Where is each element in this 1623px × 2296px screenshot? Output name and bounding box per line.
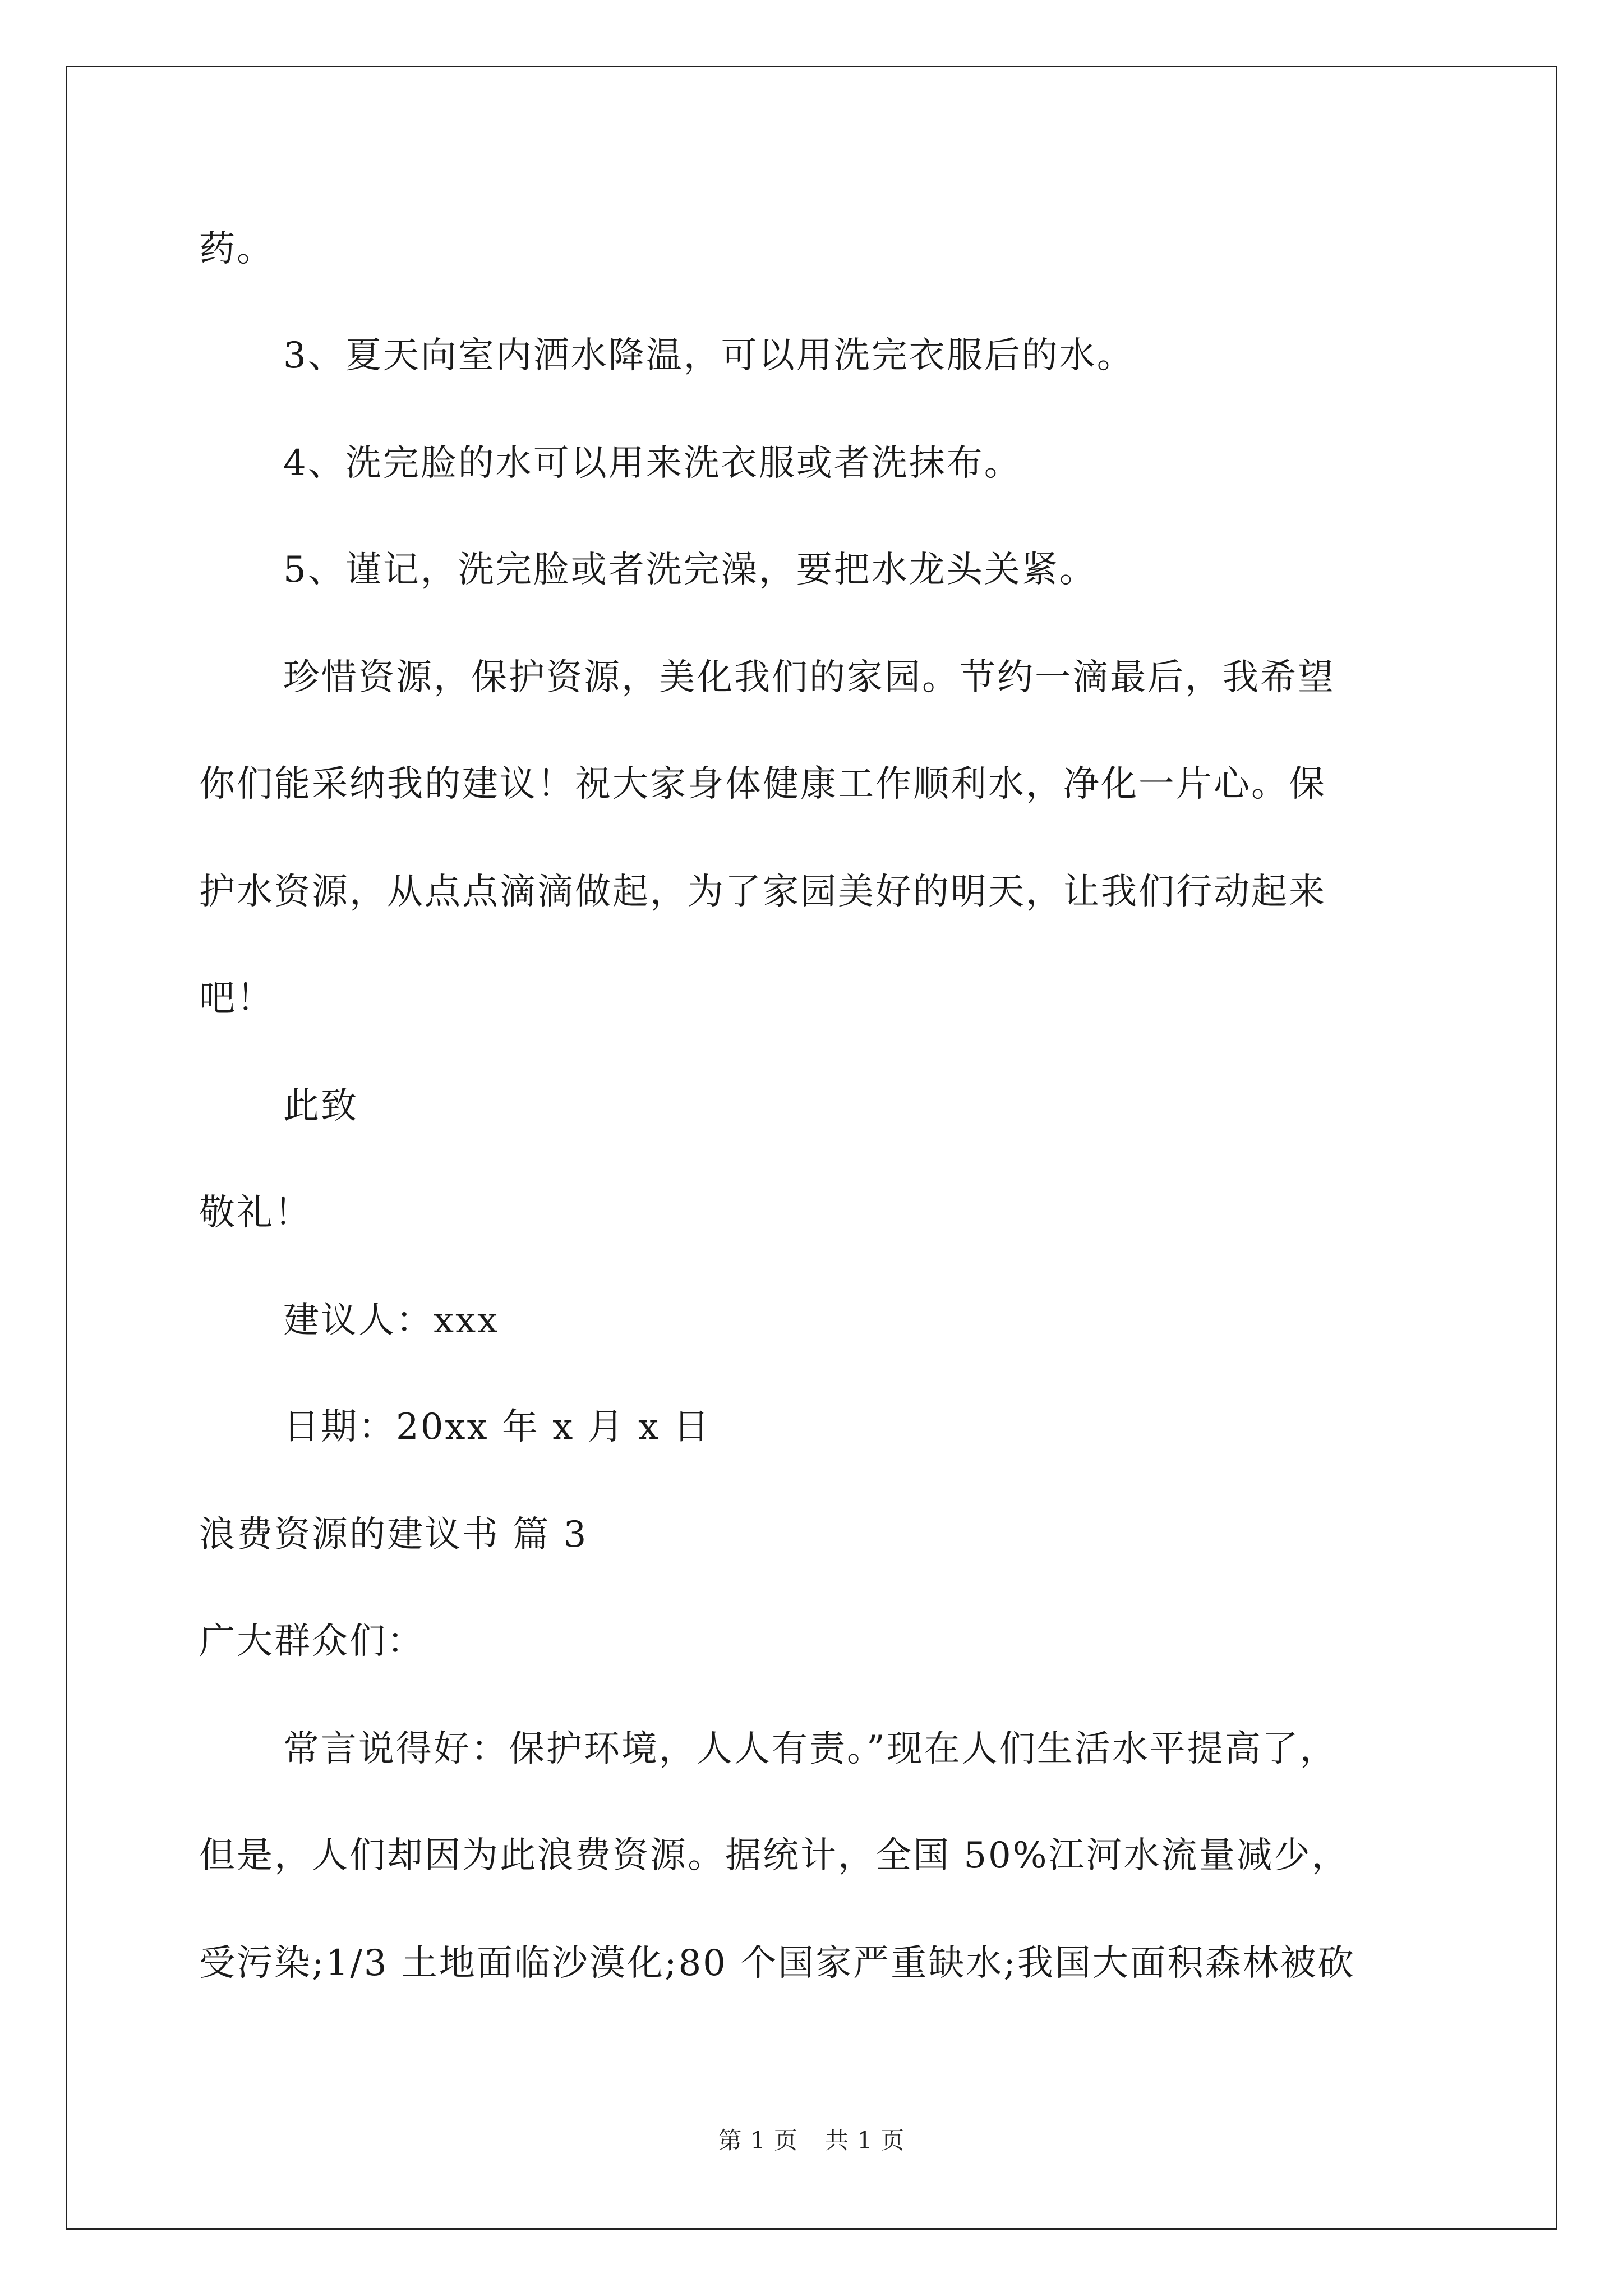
salutation-closing: 此致	[283, 1085, 358, 1127]
list-item-4: 4、洗完脸的水可以用来洗衣服或者洗抹布。	[283, 443, 1022, 484]
section-heading: 浪费资源的建议书 篇 3	[199, 1514, 588, 1556]
closing-paragraph-line: 吧！	[199, 978, 274, 1019]
page-border	[66, 66, 1557, 2230]
list-item-5: 5、谨记，洗完脸或者洗完澡，要把水龙头关紧。	[283, 549, 1097, 591]
body-paragraph-line: 常言说得好：保护环境，人人有责。”现在人们生活水平提高了，	[283, 1728, 1338, 1770]
closing-paragraph-line: 珍惜资源，保护资源，美化我们的家园。节约一滴最后，我希望	[283, 657, 1335, 698]
closing-paragraph-line: 护水资源，从点点滴滴做起，为了家园美好的明天，让我们行动起来	[199, 871, 1326, 913]
body-paragraph-line: 但是，人们却因为此浪费资源。据统计，全国 50%江河水流量减少，	[199, 1835, 1349, 1876]
paragraph-continuation: 药。	[199, 228, 274, 270]
salutation-regards: 敬礼！	[199, 1192, 312, 1234]
greeting: 广大群众们：	[199, 1621, 425, 1662]
signature-proposer: 建议人：xxx	[283, 1300, 500, 1341]
page-number: 第 1 页	[718, 2127, 798, 2154]
page-total: 共 1 页	[825, 2127, 905, 2154]
closing-paragraph-line: 你们能采纳我的建议！祝大家身体健康工作顺利水，净化一片心。保	[199, 763, 1326, 805]
page-footer	[0, 2125, 1623, 2156]
body-paragraph-line: 受污染;1/3 土地面临沙漠化;80 个国家严重缺水;我国大面积森林被砍	[199, 1943, 1355, 1984]
signature-date: 日期：20xx 年 x 月 x 日	[283, 1406, 711, 1448]
list-item-3: 3、夏天向室内洒水降温，可以用洗完衣服后的水。	[283, 335, 1135, 376]
